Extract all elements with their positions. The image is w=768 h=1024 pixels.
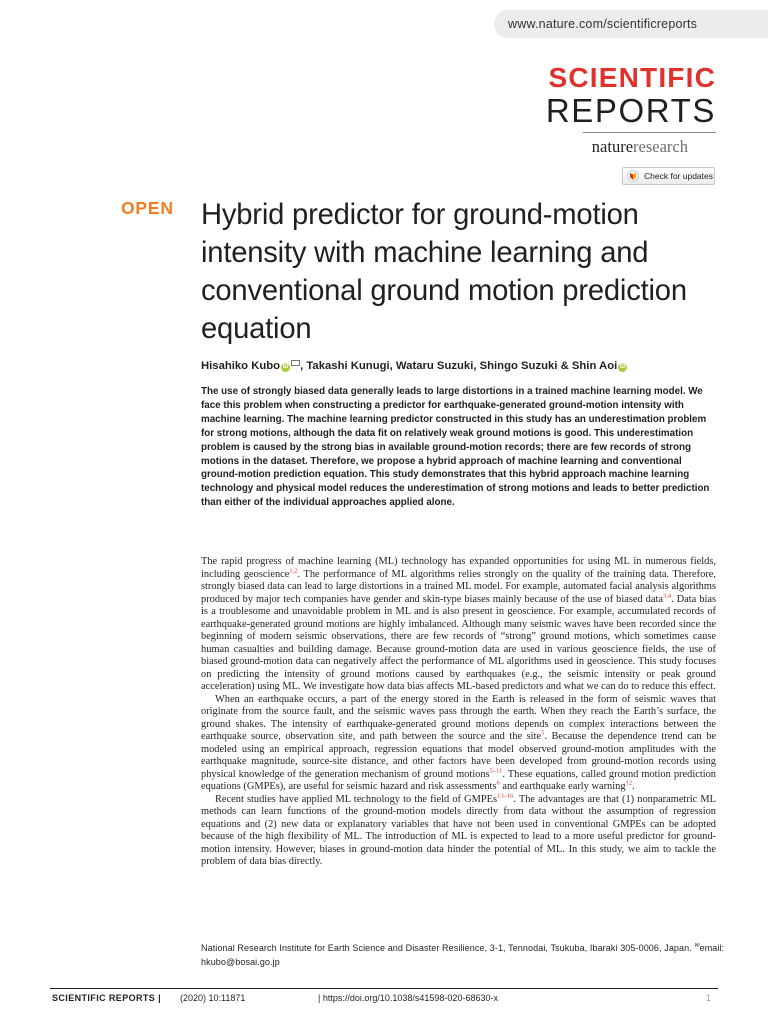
email-link[interactable]: email: hkubo@bosai.go.jp — [201, 943, 725, 967]
footer-doi-link[interactable]: | https://doi.org/10.1038/s41598-020-68630-x — [318, 993, 498, 1003]
check-for-updates-label: Check for updates — [644, 171, 713, 181]
crossmark-icon — [627, 170, 639, 182]
text-span: and earthquake early warning — [499, 781, 626, 792]
journal-url[interactable]: www.nature.com/scientificreports — [494, 10, 768, 38]
citation-link[interactable]: 5 — [541, 729, 545, 737]
publisher-logo-light: research — [633, 137, 688, 156]
publisher-logo-strong: nature — [591, 137, 634, 156]
author-list — [201, 358, 741, 374]
citation-link[interactable]: 5–11 — [489, 767, 503, 775]
affiliation-note — [201, 940, 731, 969]
open-access-label: OPEN — [121, 198, 174, 218]
article-body — [201, 556, 716, 869]
journal-logo-scientific: SCIENTIFIC — [548, 62, 716, 93]
page-number: 1 — [706, 993, 712, 1003]
orcid-icon[interactable]: iD — [282, 364, 289, 370]
paragraph-3 — [201, 794, 716, 869]
abstract: The use of strongly biased data generally leads to large distortions in a trained machine learning model. We face this problem when constructing a predictor for earthquake-generated ground-motion intensity with machine learning. The machine learning predictor constructed in this study has an underestimation problem for strong motions, although the data fit on relatively weak ground motions is good. This underestimation problem is caused by the strong bias in available ground-motion records; there are few records of strong motions in the dataset. Therefore, we propose a hybrid approach of machine learning and conventional ground-motion prediction equation. This study demonstrates that this hybrid approach machine learning technology and physical model reduces the underestimation of strong motions and leads to better prediction than either of the individual approaches applied alone. — [201, 386, 710, 509]
citation-link[interactable]: 6 — [496, 779, 500, 787]
envelope-icon[interactable] — [291, 360, 300, 366]
text-span: . Data bias is a troublesome and unavoidable problem in ML and is also present in geoscience. For example, accumulated records of earthquake-generated ground motions are highly imbalanced. Although many seismic waves have been recorded since the beginning of modern seismic observations, there are few records of “strong” ground motions, which sometimes cause human casualties and building damage. Because ground-motion data are used in various geoscience fields, the use of biased ground-motion data can negatively affect the performance of ML algorithms used in geoscience. This study focuses on predicting the intensity of ground motions caused by earthquakes (e.g., the seismic intensity or peak ground acceleration) using ML. We investigate how data bias affects ML-based predictors and what we can do to reduce this effect. — [201, 593, 716, 692]
text-span: Recent studies have applied ML technology to the field of GMPEs — [215, 793, 498, 805]
text-span: When an earthquake occurs, a part of the energy stored in the Earth is released in the form of seismic waves that originate from the source fault, and the seismic waves pass through the earth. When they reach the Earth’s surface, the ground shakes. The intensity of earthquake-generated ground motions depends on complex interactions between the earthquake source, observation site, and path between the source and the site — [201, 693, 716, 742]
logo-divider — [583, 132, 716, 133]
text-span: . The advantages are that (1) nonparametric ML methods can learn functions of the ground-motion models directly from data without the assumption of regression equations and (2) new data or explanatory variables that have not been used in conventional GMPEs can be adopted because of the high flexibility of ML. The introduction of ML is expected to lead to a more useful predictor for ground-motion intensity. However, biases in ground-motion data hinder the potential of ML. In this study, we aim to tackle the problem of data bias directly. — [201, 793, 717, 867]
citation-link[interactable]: 3,4 — [662, 592, 672, 600]
envelope-mark-icon: ✉ — [694, 943, 700, 949]
article-title: Hybrid predictor for ground-motion intensity with machine learning and conventional ground motion prediction equation — [201, 199, 687, 345]
first-author[interactable]: Hisahiko Kubo — [201, 360, 281, 372]
citation-link[interactable]: 13–16 — [497, 792, 514, 800]
footer-journal: SCIENTIFIC REPORTS | — [52, 993, 162, 1003]
text-span: . — [632, 781, 635, 792]
check-for-updates-button[interactable] — [622, 167, 715, 185]
citation-link[interactable]: 12 — [625, 779, 633, 787]
publisher-logo — [592, 137, 688, 157]
affiliation-text: National Research Institute for Earth Science and Disaster Resilience, 3-1, Tennodai, Tsukuba, Ibaraki 305-0006, Japan. — [201, 943, 695, 953]
journal-logo-reports: REPORTS — [545, 92, 716, 129]
orcid-icon[interactable]: iD — [619, 364, 626, 370]
paragraph-2 — [201, 694, 716, 794]
paragraph-1 — [201, 556, 716, 694]
footer-citation: (2020) 10:11871 — [180, 993, 246, 1003]
text-span: . These equations, called ground motion prediction equations (GMPEs), are useful for seismic hazard and risk assessments — [201, 768, 716, 792]
text-span: The rapid progress of machine learning (ML) technology has expanded opportunities for using ML in numerous fields, including geoscience — [201, 556, 716, 580]
footer-divider — [50, 988, 718, 989]
citation-link[interactable]: 1,2 — [289, 567, 298, 575]
other-authors: , Takashi Kunugi, Wataru Suzuki, Shingo Suzuki & Shin Aoi — [300, 360, 618, 372]
text-span: . Because the dependence trend can be modeled using an empirical approach, regression equations that model observed ground-motion amplitudes with the earthquake magnitude, source-site distance, and other factors have been developed from ground-motion records using physical knowledge of the generation mechanism of ground motions — [201, 731, 716, 780]
text-span: . The performance of ML algorithms relies strongly on the quality of the training data. Therefore, strongly biased data can lead to large distortions in a trained ML model. For example, automated facial analysis algorithms produced by major tech companies have gender and skin-type biases mainly because of the use of biased data — [201, 568, 716, 605]
